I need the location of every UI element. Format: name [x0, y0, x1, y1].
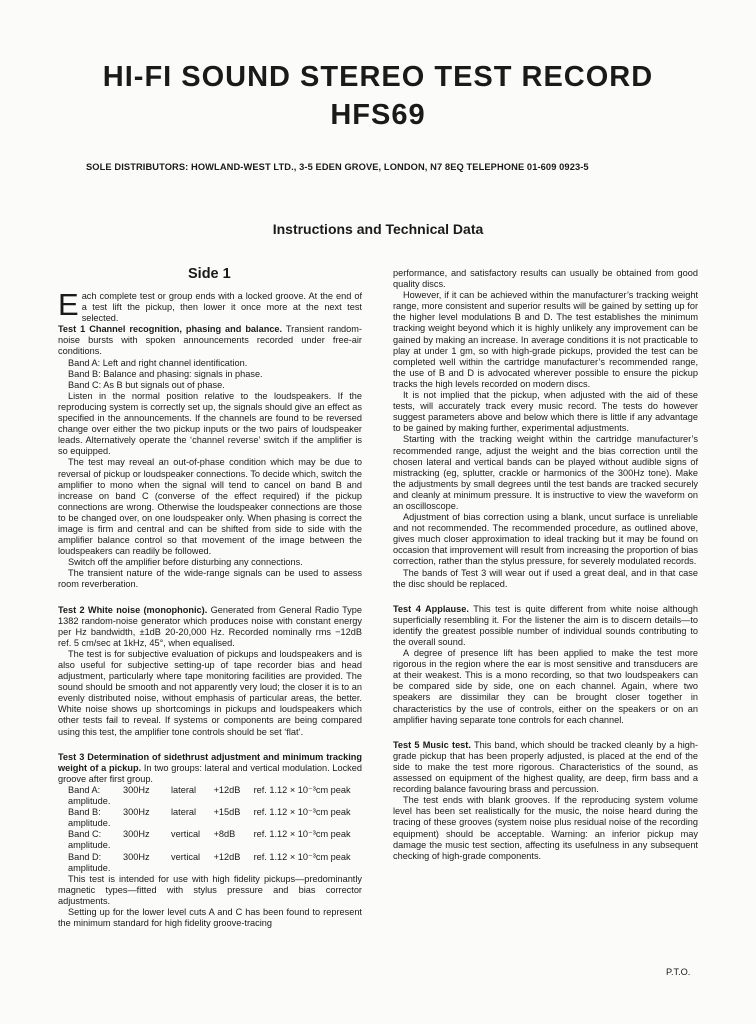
test2-heading: Test 2 White noise (monophonic). [58, 604, 208, 615]
test1-heading: Test 1 Channel recognition, phasing and balance. [58, 324, 283, 335]
test3-band-c-amp: amplitude. [68, 840, 111, 851]
test3-body-6: Adjustment of bias correction using a blank, uncut surface is unreliable and not recommended. The recommended procedure, as outlined above, gives much closer approximation to ideal tracking but it may be found on occasion that improvement will result from increasing the proportion of bias correction, rather than the stylus pressure, for severely modulated records. [393, 512, 698, 567]
test1-body-1: Listen in the normal position relative to the loudspeakers. If the reproducing system is correctly set up, the signals should give an effect as specified in the announcements. If the channels are found to be reversed change over either the two pickup inputs or the two pairs of loudspeaker leads. Alternatively operate the ‘channel reverse’ switch if the amplifier is so equipped. [58, 390, 362, 457]
test1-paragraph [58, 324, 362, 357]
test3-body-2: Setting up for the lower level cuts A and C has been found to represent the minimum standard for high fidelity groove-tracing [58, 906, 362, 929]
test4-heading: Test 4 Applause. [393, 603, 469, 614]
page-turn-note: P.T.O. [666, 967, 691, 977]
test3-body-4: It is not implied that the pickup, when adjusted with the aid of these tests, will accurately track every music record. The tests do however suggest parameters above and below which there is little if any advantage to be gained by making further, experimental adjustments. [393, 390, 698, 434]
test3-heading: Test 3 Determination of sidethrust adjustment and minimum tracking weight of a pickup. [58, 751, 362, 773]
side-heading: Side 1 [188, 266, 231, 282]
test5-intro: This band, which should be tracked cleanly by a high-grade pickup that has been properly adjusted, is placed at the end of the side to make the test more rigorous. Characteristics of the sound, as assessed on equipment of the highest quality, are deep, firm bass and a recording balance favouring brass and percussion. [393, 739, 699, 795]
test1-body-4: The transient nature of the wide-range signals can be used to assess room reverberation. [58, 568, 362, 590]
test1-intro: Transient random-noise bursts with spoken announcements recorded under free-air conditions. [58, 324, 362, 357]
test3-body-1: This test is intended for use with high fidelity pickups—predominantly magnetic types—fitted with stylus pressure and bias corrector adjustments. [58, 873, 362, 906]
test3-intro: In two groups: lateral and vertical modulation. Locked groove after first group. [58, 762, 362, 784]
right-column [393, 268, 698, 862]
left-column [58, 287, 362, 929]
intro-paragraph [58, 287, 362, 324]
test1-body-3: Switch off the amplifier before disturbing any connections. [68, 557, 303, 568]
record-title: HI-FI SOUND STEREO TEST RECORD [102, 61, 654, 93]
test4-body: A degree of presence lift has been applied to make the test more rigorous in the region where the ear is most sensitive and transducers are at their weakest. This is a mono recording, so that two loudspeakers can be compared side by side, one on each channel. Again, where two speakers are dissimilar they can be brought closer together in characteristics by the use of controls, either on the speakers or on an amplifier having separate tone controls for each channel. [393, 648, 698, 725]
drop-cap: E [58, 287, 79, 322]
test4-intro: This test is quite different from white noise although superficially resembling it. For the listener the aim is to discern details—to identify the greatest possible number of individual sounds contributing to the overall sound. [393, 603, 699, 647]
test3-body-7: The bands of Test 3 will wear out if used a great deal, and in that case the disc should be replaced. [393, 567, 698, 589]
test1-band-b: Band B: Balance and phasing: signals in phase. [68, 368, 263, 379]
test4-paragraph [393, 604, 698, 648]
test2-body: The test is for subjective evaluation of pickups and loudspeakers and is also useful for subjective setting-up of tape recorder bias and head adjustment, particularly where tape monitoring facilities are provided. The sound should be smooth and not apparently very loud; the closer it is to an evenly distributed noise, without emphasis of particular areas, the better. White noise shows up shortcomings in pickups and loudspeakers which other tests fail to reveal. If systems or components are being compared using this test, the amplifier tone controls should be set ‘flat’. [58, 648, 362, 737]
test1-body-2: The test may reveal an out-of-phase condition which may be due to reversal of pickup or loudspeaker connections. To decide which, switch the amplifier to mono when the signal will tend to cancel on band B and increase on band C (converse of the effect required) if the pickup connections are wrong. Otherwise the loudspeaker connections are those to be changed over, on one loudspeaker only. When phasing is correct the image is firm and central and can be shifted from side to side with the amplifier balance control so that movement of the image between the loudspeakers can readily be followed. [58, 457, 362, 557]
test5-body: The test ends with blank grooves. If the reproducing system volume level has been set realistically for the music, the noise heard during the tracing of these grooves (system noise plus residual noise of the recording equipment) should be acceptable. Warning: an inferior pickup may damage the music test section, affecting its usefulness in any subsequent checking of high-grade components. [393, 795, 698, 861]
test3-continued: performance, and satisfactory results can usually be obtained from good quality discs. [393, 268, 698, 290]
distributor-line: SOLE DISTRIBUTORS: HOWLAND-WEST LTD., 3-5 EDEN GROVE, LONDON, N7 8EQ TELEPHONE 01-609 0923-5 [86, 162, 589, 172]
section-subtitle: Instructions and Technical Data [272, 221, 484, 237]
intro-text: ach complete test or group ends with a locked groove. At the end of a test lift the pickup, then lower it once more at the next test selected. [81, 291, 362, 324]
test3-band-d-amp: amplitude. [68, 862, 111, 873]
test3-band-a: Band A: 300Hz lateral +12dB ref. 1.12 × 10⁻³cm peak [68, 784, 351, 795]
test3-band-b-amp: amplitude. [68, 818, 111, 829]
test3-body-5: Starting with the tracking weight within the cartridge manufacturer’s recommended range, adjust the weight and the bias correction until the chosen lateral and vertical bands can be played without audible signs of mistracking (eg, splutter, crackle or harmonics of the 300Hz tone). Make the adjustments by small degrees until the test bands are tracked securely and cleanly at minimum pressure. It is instructive to view the waveform on an oscilloscope. [393, 434, 698, 511]
test5-paragraph [393, 740, 698, 795]
record-code: HFS69 [330, 99, 426, 131]
test3-band-c: Band C: 300Hz vertical +8dB ref. 1.12 × 10⁻³cm peak [68, 829, 351, 840]
test3-band-d: Band D: 300Hz vertical +12dB ref. 1.12 × 10⁻³cm peak [68, 851, 351, 862]
test1-band-a: Band A: Left and right channel identification. [68, 357, 248, 368]
test5-heading: Test 5 Music test. [393, 739, 471, 750]
test3-body-3: However, if it can be achieved within the manufacturer’s tracking weight range, more consistent and superior results will be gained by setting up for the higher level modulations B and D. The test establishes the minimum tracking weight beyond which it is highly unlikely any improvement can be gained by making an increase. In average conditions it is not practicable to play at under 1 gm, so with high-grade pickups, provided the test can be completed well within the cartridge manufacturer’s recommended range, the use of B and D is advocated wherever possible to ensure the pickup tracks the high levels recorded on modern discs. [393, 290, 698, 389]
test3-paragraph [58, 752, 362, 785]
test3-band-b: Band B: 300Hz lateral +15dB ref. 1.12 × 10⁻³cm peak [68, 807, 351, 818]
test2-paragraph [58, 605, 362, 649]
test2-intro: Generated from General Radio Type 1382 random-noise generator which produces noise with constant energy per Hz bandwidth, ±1dB 20-20,000 Hz. Recorded nominally rms −12dB ref. 5 cm/sec at 1kHz, 45°, when equalised. [58, 604, 362, 648]
test3-band-a-amp: amplitude. [68, 796, 111, 807]
test1-band-c: Band C: As B but signals out of phase. [68, 379, 225, 390]
